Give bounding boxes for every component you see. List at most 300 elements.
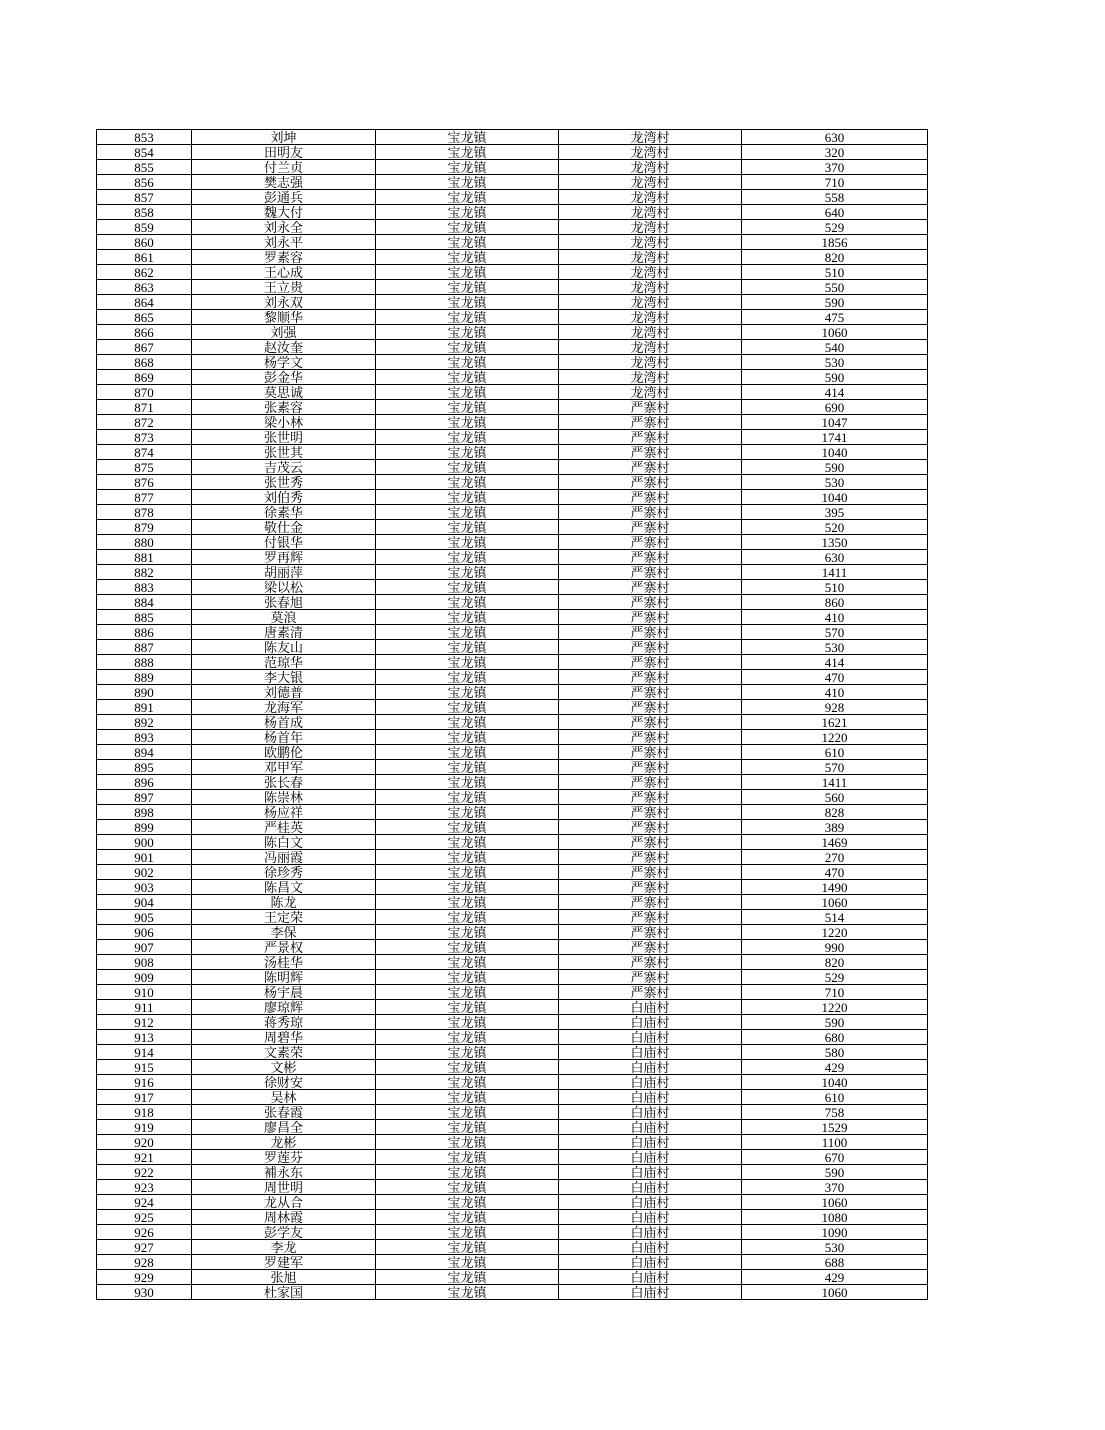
amount-cell: 470 — [742, 865, 928, 880]
village-cell: 白庙村 — [559, 1090, 742, 1105]
name-cell: 汤桂华 — [192, 955, 376, 970]
table-row — [97, 205, 928, 220]
table-row — [97, 625, 928, 640]
table-row — [97, 805, 928, 820]
table-row — [97, 1090, 928, 1105]
amount-cell: 820 — [742, 250, 928, 265]
town-cell: 宝龙镇 — [376, 565, 559, 580]
village-cell: 白庙村 — [559, 1060, 742, 1075]
village-cell: 严寨村 — [559, 790, 742, 805]
village-cell: 白庙村 — [559, 1000, 742, 1015]
table-row — [97, 1270, 928, 1285]
amount-cell: 1220 — [742, 1000, 928, 1015]
town-cell: 宝龙镇 — [376, 745, 559, 760]
name-cell: 王心成 — [192, 265, 376, 280]
name-cell: 罗莲芬 — [192, 1150, 376, 1165]
name-cell: 黎顺华 — [192, 310, 376, 325]
village-cell: 白庙村 — [559, 1135, 742, 1150]
name-cell: 莫浪 — [192, 610, 376, 625]
village-cell: 严寨村 — [559, 700, 742, 715]
town-cell: 宝龙镇 — [376, 730, 559, 745]
table-row — [97, 895, 928, 910]
table-row — [97, 385, 928, 400]
town-cell: 宝龙镇 — [376, 850, 559, 865]
row-number-cell: 928 — [97, 1255, 192, 1270]
village-cell: 严寨村 — [559, 940, 742, 955]
row-number-cell: 867 — [97, 340, 192, 355]
town-cell: 宝龙镇 — [376, 505, 559, 520]
amount-cell: 688 — [742, 1255, 928, 1270]
name-cell: 吉茂云 — [192, 460, 376, 475]
town-cell: 宝龙镇 — [376, 235, 559, 250]
village-cell: 严寨村 — [559, 910, 742, 925]
village-cell: 严寨村 — [559, 715, 742, 730]
name-cell: 张世明 — [192, 430, 376, 445]
amount-cell: 1220 — [742, 925, 928, 940]
row-number-cell: 892 — [97, 715, 192, 730]
amount-cell: 395 — [742, 505, 928, 520]
amount-cell: 590 — [742, 460, 928, 475]
row-number-cell: 863 — [97, 280, 192, 295]
village-cell: 严寨村 — [559, 895, 742, 910]
name-cell: 陈崇林 — [192, 790, 376, 805]
village-cell: 严寨村 — [559, 955, 742, 970]
table-row — [97, 220, 928, 235]
town-cell: 宝龙镇 — [376, 190, 559, 205]
village-cell: 龙湾村 — [559, 370, 742, 385]
name-cell: 龙从合 — [192, 1195, 376, 1210]
village-cell: 龙湾村 — [559, 130, 742, 145]
town-cell: 宝龙镇 — [376, 1195, 559, 1210]
name-cell: 李保 — [192, 925, 376, 940]
town-cell: 宝龙镇 — [376, 430, 559, 445]
town-cell: 宝龙镇 — [376, 955, 559, 970]
village-cell: 龙湾村 — [559, 235, 742, 250]
row-number-cell: 884 — [97, 595, 192, 610]
row-number-cell: 924 — [97, 1195, 192, 1210]
village-cell: 严寨村 — [559, 805, 742, 820]
name-cell: 周林霞 — [192, 1210, 376, 1225]
name-cell: 张素容 — [192, 400, 376, 415]
name-cell: 敬仕金 — [192, 520, 376, 535]
row-number-cell: 878 — [97, 505, 192, 520]
town-cell: 宝龙镇 — [376, 625, 559, 640]
name-cell: 田明友 — [192, 145, 376, 160]
village-cell: 严寨村 — [559, 475, 742, 490]
row-number-cell: 877 — [97, 490, 192, 505]
amount-cell: 1350 — [742, 535, 928, 550]
table-row — [97, 820, 928, 835]
town-cell: 宝龙镇 — [376, 760, 559, 775]
row-number-cell: 888 — [97, 655, 192, 670]
table-row — [97, 1210, 928, 1225]
table-row — [97, 325, 928, 340]
town-cell: 宝龙镇 — [376, 415, 559, 430]
town-cell: 宝龙镇 — [376, 445, 559, 460]
name-cell: 樊志强 — [192, 175, 376, 190]
town-cell: 宝龙镇 — [376, 835, 559, 850]
town-cell: 宝龙镇 — [376, 1060, 559, 1075]
town-cell: 宝龙镇 — [376, 880, 559, 895]
village-cell: 严寨村 — [559, 865, 742, 880]
town-cell: 宝龙镇 — [376, 535, 559, 550]
name-cell: 张世秀 — [192, 475, 376, 490]
name-cell: 周碧华 — [192, 1030, 376, 1045]
amount-cell: 640 — [742, 205, 928, 220]
town-cell: 宝龙镇 — [376, 370, 559, 385]
table-row — [97, 340, 928, 355]
village-cell: 龙湾村 — [559, 160, 742, 175]
town-cell: 宝龙镇 — [376, 1150, 559, 1165]
name-cell: 刘强 — [192, 325, 376, 340]
table-row — [97, 655, 928, 670]
village-cell: 白庙村 — [559, 1255, 742, 1270]
village-cell: 严寨村 — [559, 775, 742, 790]
amount-cell: 529 — [742, 970, 928, 985]
town-cell: 宝龙镇 — [376, 130, 559, 145]
name-cell: 刘德普 — [192, 685, 376, 700]
row-number-cell: 923 — [97, 1180, 192, 1195]
village-cell: 白庙村 — [559, 1285, 742, 1300]
table-row — [97, 1045, 928, 1060]
amount-cell: 529 — [742, 220, 928, 235]
name-cell: 周世明 — [192, 1180, 376, 1195]
village-cell: 严寨村 — [559, 730, 742, 745]
row-number-cell: 906 — [97, 925, 192, 940]
row-number-cell: 910 — [97, 985, 192, 1000]
town-cell: 宝龙镇 — [376, 640, 559, 655]
table-row — [97, 520, 928, 535]
village-cell: 严寨村 — [559, 850, 742, 865]
table-row — [97, 730, 928, 745]
table-row — [97, 1165, 928, 1180]
town-cell: 宝龙镇 — [376, 1285, 559, 1300]
row-number-cell: 893 — [97, 730, 192, 745]
table-row — [97, 610, 928, 625]
table-row — [97, 1180, 928, 1195]
village-cell: 严寨村 — [559, 670, 742, 685]
name-cell: 杨应祥 — [192, 805, 376, 820]
town-cell: 宝龙镇 — [376, 1105, 559, 1120]
row-number-cell: 865 — [97, 310, 192, 325]
village-cell: 严寨村 — [559, 595, 742, 610]
amount-cell: 690 — [742, 400, 928, 415]
town-cell: 宝龙镇 — [376, 1165, 559, 1180]
table-row — [97, 1060, 928, 1075]
table-row — [97, 415, 928, 430]
row-number-cell: 907 — [97, 940, 192, 955]
amount-cell: 429 — [742, 1060, 928, 1075]
village-cell: 严寨村 — [559, 550, 742, 565]
amount-cell: 1621 — [742, 715, 928, 730]
table-row — [97, 1195, 928, 1210]
amount-cell: 530 — [742, 475, 928, 490]
town-cell: 宝龙镇 — [376, 475, 559, 490]
table-row — [97, 145, 928, 160]
row-number-cell: 918 — [97, 1105, 192, 1120]
row-number-cell: 922 — [97, 1165, 192, 1180]
name-cell: 杨首成 — [192, 715, 376, 730]
town-cell: 宝龙镇 — [376, 160, 559, 175]
amount-cell: 610 — [742, 745, 928, 760]
row-number-cell: 908 — [97, 955, 192, 970]
amount-cell: 389 — [742, 820, 928, 835]
village-cell: 严寨村 — [559, 460, 742, 475]
row-number-cell: 872 — [97, 415, 192, 430]
amount-cell: 1040 — [742, 445, 928, 460]
row-number-cell: 913 — [97, 1030, 192, 1045]
village-cell: 严寨村 — [559, 520, 742, 535]
name-cell: 龙彬 — [192, 1135, 376, 1150]
village-cell: 白庙村 — [559, 1270, 742, 1285]
village-cell: 白庙村 — [559, 1030, 742, 1045]
town-cell: 宝龙镇 — [376, 385, 559, 400]
village-cell: 白庙村 — [559, 1120, 742, 1135]
amount-cell: 1411 — [742, 775, 928, 790]
table-row — [97, 745, 928, 760]
village-cell: 严寨村 — [559, 970, 742, 985]
name-cell: 陈明辉 — [192, 970, 376, 985]
name-cell: 王立贵 — [192, 280, 376, 295]
village-cell: 严寨村 — [559, 925, 742, 940]
table-row — [97, 700, 928, 715]
table-row — [97, 400, 928, 415]
town-cell: 宝龙镇 — [376, 940, 559, 955]
amount-cell: 475 — [742, 310, 928, 325]
row-number-cell: 870 — [97, 385, 192, 400]
name-cell: 徐财安 — [192, 1075, 376, 1090]
town-cell: 宝龙镇 — [376, 1120, 559, 1135]
name-cell: 陈白文 — [192, 835, 376, 850]
row-number-cell: 903 — [97, 880, 192, 895]
row-number-cell: 905 — [97, 910, 192, 925]
town-cell: 宝龙镇 — [376, 1075, 559, 1090]
name-cell: 杜家国 — [192, 1285, 376, 1300]
table-row — [97, 970, 928, 985]
town-cell: 宝龙镇 — [376, 685, 559, 700]
row-number-cell: 856 — [97, 175, 192, 190]
town-cell: 宝龙镇 — [376, 805, 559, 820]
row-number-cell: 873 — [97, 430, 192, 445]
name-cell: 廖昌全 — [192, 1120, 376, 1135]
name-cell: 刘永双 — [192, 295, 376, 310]
village-cell: 严寨村 — [559, 685, 742, 700]
table-row — [97, 940, 928, 955]
town-cell: 宝龙镇 — [376, 280, 559, 295]
table-row — [97, 250, 928, 265]
table-row — [97, 880, 928, 895]
name-cell: 张世其 — [192, 445, 376, 460]
amount-cell: 414 — [742, 655, 928, 670]
table-row — [97, 670, 928, 685]
name-cell: 严桂英 — [192, 820, 376, 835]
name-cell: 付银华 — [192, 535, 376, 550]
amount-cell: 1090 — [742, 1225, 928, 1240]
table-row — [97, 1240, 928, 1255]
table-row — [97, 175, 928, 190]
row-number-cell: 927 — [97, 1240, 192, 1255]
name-cell: 梁小林 — [192, 415, 376, 430]
name-cell: 付兰贞 — [192, 160, 376, 175]
village-cell: 严寨村 — [559, 565, 742, 580]
table-row — [97, 235, 928, 250]
table-row — [97, 1030, 928, 1045]
table-row — [97, 850, 928, 865]
amount-cell: 370 — [742, 160, 928, 175]
village-cell: 龙湾村 — [559, 205, 742, 220]
row-number-cell: 897 — [97, 790, 192, 805]
row-number-cell: 929 — [97, 1270, 192, 1285]
row-number-cell: 868 — [97, 355, 192, 370]
table-row — [97, 925, 928, 940]
table-row — [97, 550, 928, 565]
table-row — [97, 640, 928, 655]
town-cell: 宝龙镇 — [376, 355, 559, 370]
name-cell: 欧鹏伦 — [192, 745, 376, 760]
name-cell: 梁以松 — [192, 580, 376, 595]
table-row — [97, 595, 928, 610]
table-row — [97, 160, 928, 175]
row-number-cell: 857 — [97, 190, 192, 205]
row-number-cell: 880 — [97, 535, 192, 550]
row-number-cell: 894 — [97, 745, 192, 760]
village-cell: 严寨村 — [559, 760, 742, 775]
town-cell: 宝龙镇 — [376, 1015, 559, 1030]
amount-cell: 1100 — [742, 1135, 928, 1150]
table-row — [97, 1150, 928, 1165]
town-cell: 宝龙镇 — [376, 895, 559, 910]
village-cell: 龙湾村 — [559, 220, 742, 235]
table-row — [97, 1105, 928, 1120]
name-cell: 严景权 — [192, 940, 376, 955]
name-cell: 陈昌文 — [192, 880, 376, 895]
town-cell: 宝龙镇 — [376, 1180, 559, 1195]
name-cell: 张春霞 — [192, 1105, 376, 1120]
town-cell: 宝龙镇 — [376, 265, 559, 280]
amount-cell: 530 — [742, 355, 928, 370]
amount-cell: 470 — [742, 670, 928, 685]
town-cell: 宝龙镇 — [376, 295, 559, 310]
village-cell: 严寨村 — [559, 400, 742, 415]
amount-cell: 820 — [742, 955, 928, 970]
table-row — [97, 865, 928, 880]
town-cell: 宝龙镇 — [376, 865, 559, 880]
village-cell: 严寨村 — [559, 835, 742, 850]
village-cell: 龙湾村 — [559, 175, 742, 190]
row-number-cell: 915 — [97, 1060, 192, 1075]
name-cell: 赵汝奎 — [192, 340, 376, 355]
table-row — [97, 685, 928, 700]
town-cell: 宝龙镇 — [376, 520, 559, 535]
name-cell: 王定荣 — [192, 910, 376, 925]
amount-cell: 1060 — [742, 325, 928, 340]
table-row — [97, 310, 928, 325]
village-cell: 白庙村 — [559, 1240, 742, 1255]
name-cell: 杨学文 — [192, 355, 376, 370]
table-row — [97, 790, 928, 805]
row-number-cell: 885 — [97, 610, 192, 625]
village-cell: 白庙村 — [559, 1165, 742, 1180]
village-cell: 龙湾村 — [559, 145, 742, 160]
amount-cell: 710 — [742, 175, 928, 190]
village-cell: 龙湾村 — [559, 310, 742, 325]
village-cell: 严寨村 — [559, 445, 742, 460]
table-row — [97, 580, 928, 595]
amount-cell: 580 — [742, 1045, 928, 1060]
name-cell: 罗建军 — [192, 1255, 376, 1270]
name-cell: 张旭 — [192, 1270, 376, 1285]
town-cell: 宝龙镇 — [376, 1030, 559, 1045]
table-row — [97, 265, 928, 280]
name-cell: 徐珍秀 — [192, 865, 376, 880]
row-number-cell: 858 — [97, 205, 192, 220]
village-cell: 白庙村 — [559, 1045, 742, 1060]
name-cell: 刘永全 — [192, 220, 376, 235]
amount-cell: 1047 — [742, 415, 928, 430]
name-cell: 李龙 — [192, 1240, 376, 1255]
name-cell: 文彬 — [192, 1060, 376, 1075]
amount-cell: 510 — [742, 580, 928, 595]
amount-cell: 1220 — [742, 730, 928, 745]
table-row — [97, 955, 928, 970]
town-cell: 宝龙镇 — [376, 205, 559, 220]
name-cell: 魏大付 — [192, 205, 376, 220]
village-cell: 严寨村 — [559, 625, 742, 640]
name-cell: 陈友山 — [192, 640, 376, 655]
village-cell: 龙湾村 — [559, 250, 742, 265]
row-number-cell: 917 — [97, 1090, 192, 1105]
row-number-cell: 925 — [97, 1210, 192, 1225]
town-cell: 宝龙镇 — [376, 1000, 559, 1015]
row-number-cell: 887 — [97, 640, 192, 655]
village-cell: 龙湾村 — [559, 265, 742, 280]
amount-cell: 630 — [742, 130, 928, 145]
row-number-cell: 879 — [97, 520, 192, 535]
amount-cell: 510 — [742, 265, 928, 280]
town-cell: 宝龙镇 — [376, 310, 559, 325]
table-row — [97, 445, 928, 460]
name-cell: 彭通兵 — [192, 190, 376, 205]
village-cell: 龙湾村 — [559, 355, 742, 370]
amount-cell: 558 — [742, 190, 928, 205]
village-cell: 白庙村 — [559, 1150, 742, 1165]
amount-cell: 590 — [742, 370, 928, 385]
row-number-cell: 869 — [97, 370, 192, 385]
town-cell: 宝龙镇 — [376, 550, 559, 565]
village-cell: 严寨村 — [559, 505, 742, 520]
name-cell: 吴林 — [192, 1090, 376, 1105]
village-cell: 白庙村 — [559, 1015, 742, 1030]
name-cell: 罗再辉 — [192, 550, 376, 565]
row-number-cell: 920 — [97, 1135, 192, 1150]
row-number-cell: 916 — [97, 1075, 192, 1090]
town-cell: 宝龙镇 — [376, 790, 559, 805]
amount-cell: 570 — [742, 625, 928, 640]
table-body — [97, 130, 928, 1300]
table-row — [97, 1000, 928, 1015]
amount-cell: 520 — [742, 520, 928, 535]
row-number-cell: 926 — [97, 1225, 192, 1240]
table-row — [97, 130, 928, 145]
name-cell: 刘永平 — [192, 235, 376, 250]
village-cell: 严寨村 — [559, 415, 742, 430]
village-cell: 严寨村 — [559, 820, 742, 835]
table-row — [97, 295, 928, 310]
village-cell: 严寨村 — [559, 580, 742, 595]
name-cell: 彭金华 — [192, 370, 376, 385]
town-cell: 宝龙镇 — [376, 985, 559, 1000]
row-number-cell: 890 — [97, 685, 192, 700]
